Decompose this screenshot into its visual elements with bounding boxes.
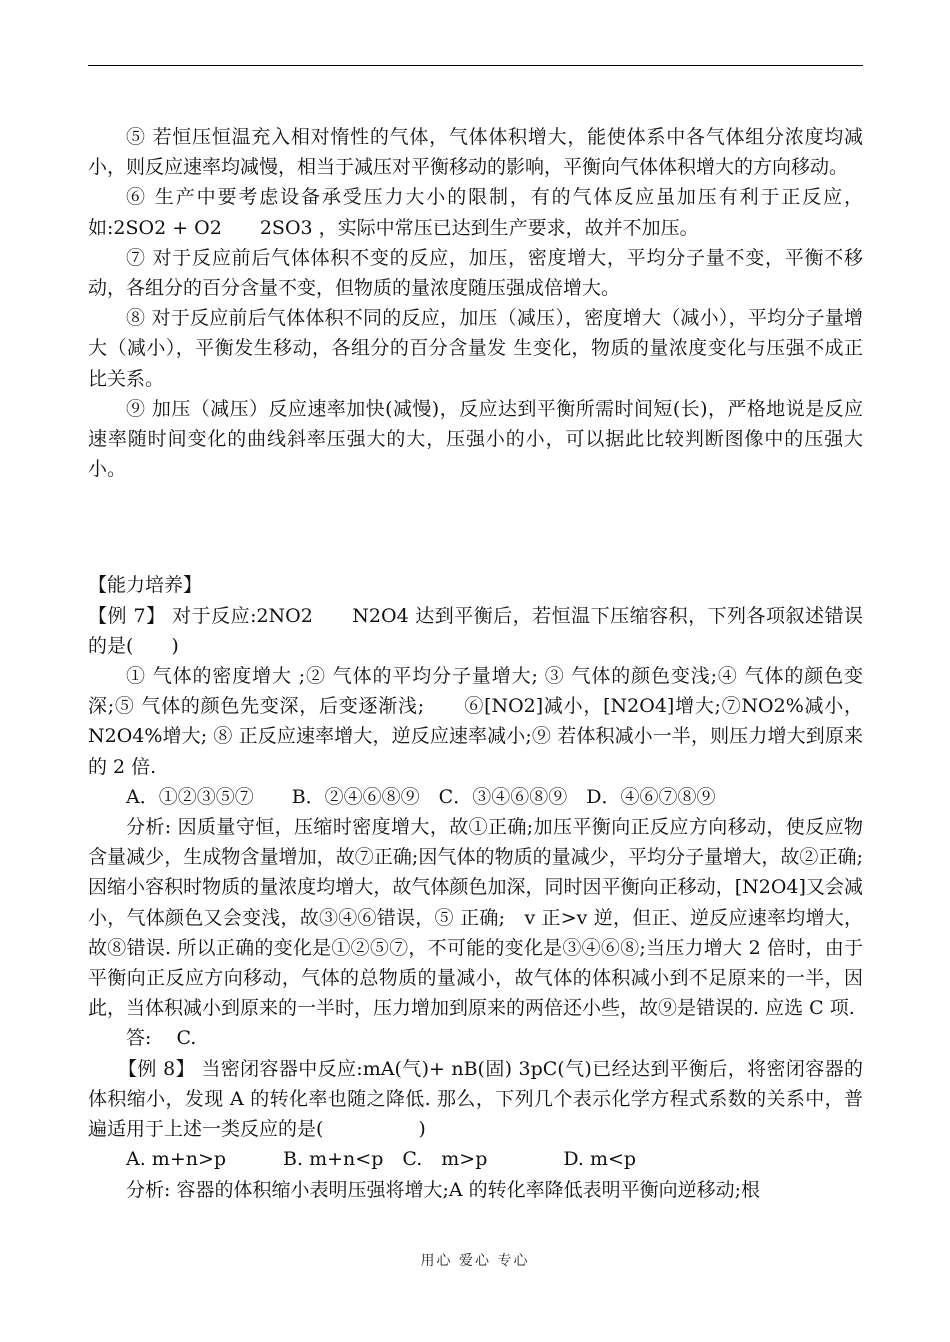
example8-options: A. m+n>p B. m+n<p C. m>p D. m<p — [126, 1148, 637, 1171]
example7-question: 【例 7】 对于反应:2NO2 N2O4 达到平衡后，若恒温下压缩容积，下列各项叙述错误的是( ) — [88, 604, 863, 657]
example7-items: ① 气体的密度增大 ;② 气体的平均分子量增大; ③ 气体的颜色变浅;④ 气体的颜色变深;⑤ 气体的颜色先变深，后变逐渐浅; ⑥[NO2]减小，[N2O4]增大;⑦NO2%减小，N2O4%增大; ⑧ 正反应速率增大，逆反应速率减小;⑨ 若体积减小一半，则压力增大到原来的 2 倍. — [88, 665, 863, 778]
example8-question: 【例 8】 当密闭容器中反应:mA(气)+ nB(固) 3pC(气)已经达到平衡后，将密闭容器的体积缩小，发现 A 的转化率也随之降低. 那么，下列几个表示化学方程式系数的关系中，普遍适用于上述一类反应的是( ) — [88, 1057, 863, 1141]
paragraph-5: ⑤ 若恒压恒温充入相对惰性的气体，气体体积增大，能使体系中各气体组分浓度均减小，则反应速率均减慢，相当于减压对平衡移动的影响，平衡向气体体积增大的方向移动。 — [88, 126, 863, 179]
page-footer: 用心 爱心 专心 — [420, 1253, 530, 1269]
paragraph-8: ⑧ 对于反应前后气体体积不同的反应，加压（减压），密度增大（减小），平均分子量增大（减小），平衡发生移动，各组分的百分含量发 生变化，物质的量浓度变化与压强不成正比关系。 — [88, 307, 863, 390]
section-gap — [88, 484, 863, 570]
paragraph-7: ⑦ 对于反应前后气体体积不变的反应，加压，密度增大，平均分子量不变，平衡不移动，各组分的百分含量不变，但物质的量浓度随压强成倍增大。 — [88, 246, 863, 300]
section-title: 【能力培养】 — [88, 574, 203, 597]
header-rule — [88, 65, 863, 66]
paragraph-9: ⑨ 加压（减压）反应速率加快(减慢)，反应达到平衡所需时间短(长)，严格地说是反应速率随时间变化的曲线斜率压强大的大，压强小的小，可以据此比较判断图像中的压强大小。 — [88, 397, 863, 481]
example7-answer: 答: C. — [126, 1027, 197, 1050]
paragraph-6: ⑥ 生产中要考虑设备承受压力大小的限制，有的气体反应虽加压有利于正反应，如:2SO2 + O2 2SO3 ，实际中常压已达到生产要求，故并不加压。 — [88, 186, 863, 239]
document-body — [88, 122, 863, 1205]
example7-options: A．①②③⑤⑦ B．②④⑥⑧⑨ C．③④⑥⑧⑨ D．④⑥⑦⑧⑨ — [126, 785, 716, 808]
example8-analysis: 分析: 容器的体积缩小表明压强将增大;A 的转化率降低表明平衡向逆移动;根 — [126, 1178, 761, 1201]
example7-analysis: 分析: 因质量守恒，压缩时密度增大，故①正确;加压平衡向正反应方向移动，使反应物含量减少，生成物含量增加，故⑦正确;因气体的物质的量减少，平均分子量增大，故②正确;因缩小容积时物质的量浓度均增大，故气体颜色加深，同时因平衡向正移动，[N2O4]又会减小，气体颜色又会变浅，故③④⑥错误，⑤ 正确; v 正>v 逆，但正、逆反应速率均增大，故⑧错误. 所以正确的变化是①②⑤⑦，不可能的变化是③④⑥⑧;当压力增大 2 倍时，由于平衡向正反应方向移动，气体的总物质的量减小，故气体的体积减小到不足原来的一半，因此，当体积减小到原来的一半时，压力增加到原来的两倍还小些，故⑨是错误的. 应选 C 项. — [88, 816, 863, 1020]
